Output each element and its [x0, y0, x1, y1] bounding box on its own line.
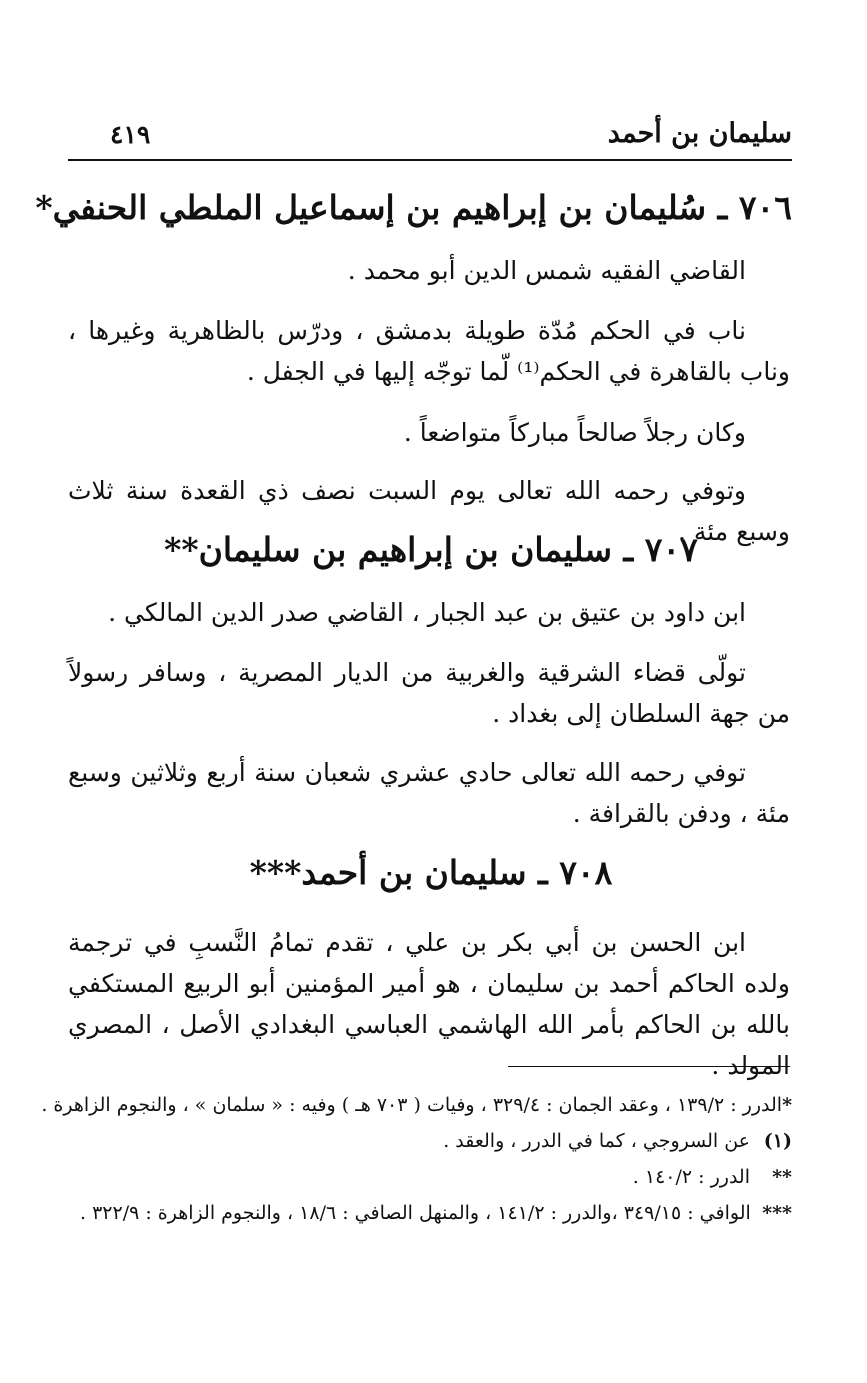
entry-707-paragraph-2: تولّى قضاء الشرقية والغربية من الديار المصرية ، وسافر رسولاً من جهة السلطان إلى بغداد . — [68, 658, 790, 728]
footnote-text: الدرر : ١٤٠/٢ . — [632, 1166, 750, 1188]
footnote-mark: ** — [772, 1166, 792, 1188]
entry-706-paragraph-2: ناب في الحكم مُدّة طويلة بدمشق ، ودرّس بالظاهرية وغيرها ، وناب بالقاهرة في الحكم⁽¹⁾ لّما توجّه إليها في الجفل . — [68, 316, 790, 386]
header-rule — [68, 159, 792, 161]
footnote-mark: *** — [762, 1202, 792, 1224]
footnote — [41, 1087, 792, 1123]
footnotes — [41, 1087, 792, 1231]
entry-title-708: ٧٠٨ ـ سليمان بن أحمد*** — [249, 853, 613, 892]
entry-706-paragraph-4: وتوفي رحمه الله تعالى يوم السبت نصف ذي القعدة سنة ثلاث وسبع مئة . — [68, 476, 790, 546]
entry-706-paragraph-3: وكان رجلاً صالحاً مباركاً متواضعاً . — [403, 418, 746, 447]
footnote-text: الدرر : ١٣٩/٢ ، وعقد الجمان : ٣٢٩/٤ ، وفيات ( ٧٠٣ هـ ) وفيه : « سلمان » ، والنجوم الزاهرة . — [41, 1094, 783, 1116]
footnote-mark: * — [782, 1094, 792, 1116]
page-header — [70, 118, 792, 158]
entry-707-paragraph-1: ابن داود بن عتيق بن عبد الجبار ، القاضي صدر الدين المالكي . — [108, 598, 746, 627]
entry-707-paragraph-3: توفي رحمه الله تعالى حادي عشري شعبان سنة أربع وثلاثين وسبع مئة ، ودفن بالقرافة . — [68, 758, 790, 828]
running-title: سليمان بن أحمد — [607, 118, 792, 149]
footnote — [80, 1123, 792, 1159]
page-number: ٤١٩ — [110, 120, 151, 149]
entry-title-707: ٧٠٧ ـ سليمان بن إبراهيم بن سليمان** — [164, 530, 698, 569]
footnote — [80, 1159, 792, 1195]
footnote — [80, 1195, 792, 1231]
entry-708-paragraph-1: ابن الحسن بن أبي بكر بن علي ، تقدم تمامُ النَّسبِ في ترجمة ولده الحاكم أحمد بن سليمان ، هو أمير المؤمنين أبو الربيع المستكفي بالله بن الحاكم بأمر الله الهاشمي العباسي البغدادي الأصل ، المصري المولد . — [68, 928, 790, 1080]
entry-title-706: ٧٠٦ ـ سُليمان بن إبراهيم بن إسماعيل الملطي الحنفي* — [35, 188, 792, 227]
footnote-separator — [508, 1066, 790, 1067]
footnote-text: الوافي : ٣٤٩/١٥ ،والدرر : ١٤١/٢ ، والمنهل الصافي : ١٨/٦ ، والنجوم الزاهرة : ٣٢٢/٩ . — [80, 1202, 751, 1224]
entry-706-paragraph-1: القاضي الفقيه شمس الدين أبو محمد . — [347, 256, 746, 285]
footnote-mark: (١) — [763, 1130, 792, 1152]
footnote-text: عن السروجي ، كما في الدرر ، والعقد . — [443, 1130, 750, 1152]
